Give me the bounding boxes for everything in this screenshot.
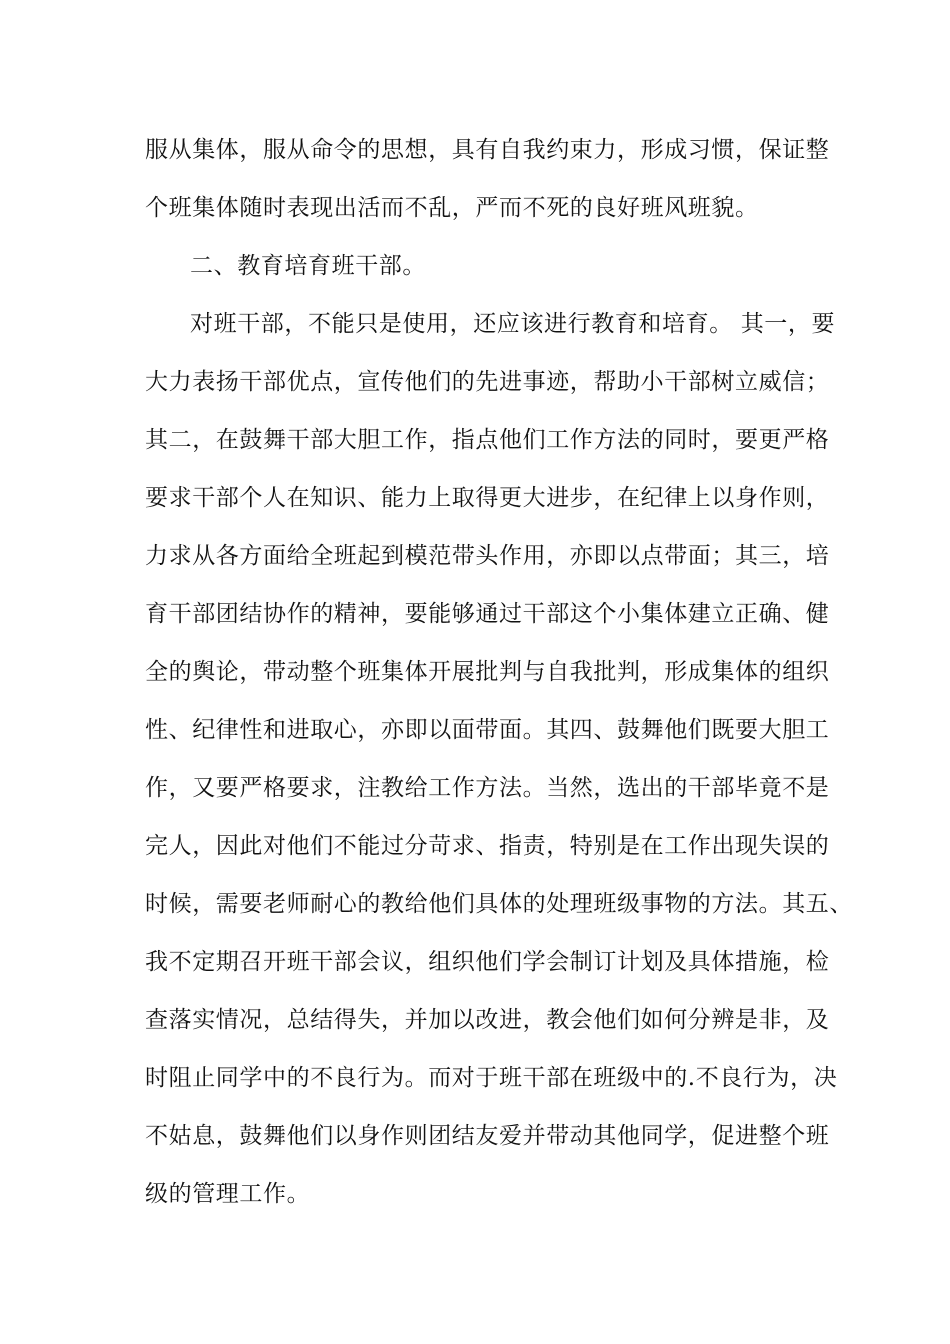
text-line: 对班干部，不能只是使用，还应该进行教育和培育。 其一，要	[190, 311, 836, 337]
text-line: 服从集体，服从命令的思想，具有自我约束力，形成习惯，保证整	[145, 137, 830, 163]
text-line: 时阻止同学中的不良行为。而对于班干部在班级中的.不良行为，决	[145, 1065, 838, 1091]
text-line: 全的舆论，带动整个班集体开展批判与自我批判，形成集体的组织	[145, 659, 830, 685]
text-line: 级的管理工作。	[145, 1181, 311, 1207]
text-line: 作，又要严格要求，注教给工作方法。当然，选出的干部毕竟不是	[145, 775, 830, 801]
text-line: 个班集体随时表现出活而不乱，严而不死的良好班风班貌。	[145, 195, 759, 221]
section-heading: 二、教育培育班干部。	[190, 253, 426, 279]
text-line: 要求干部个人在知识、能力上取得更大进步，在纪律上以身作则，	[145, 485, 830, 511]
text-line: 我不定期召开班干部会议，组织他们学会制订计划及具体措施，检	[145, 949, 830, 975]
text-line: 时候，需要老师耐心的教给他们具体的处理班级事物的方法。其五、	[145, 891, 853, 917]
text-line: 其二，在鼓舞干部大胆工作，指点他们工作方法的同时，要更严格	[145, 427, 830, 453]
text-line: 性、纪律性和进取心，亦即以面带面。其四、鼓舞他们既要大胆工	[145, 717, 830, 743]
text-line: 查落实情况，总结得失，并加以改进，教会他们如何分辨是非，及	[145, 1007, 830, 1033]
text-line: 育干部团结协作的精神，要能够通过干部这个小集体建立正确、健	[145, 601, 830, 627]
text-line: 完人，因此对他们不能过分苛求、指责，特别是在工作出现失误的	[145, 833, 830, 859]
text-line: 大力表扬干部优点，宣传他们的先进事迹，帮助小干部树立威信；	[145, 369, 830, 395]
text-line: 不姑息，鼓舞他们以身作则团结友爱并带动其他同学，促进整个班	[145, 1123, 830, 1149]
text-line: 力求从各方面给全班起到模范带头作用，亦即以点带面；其三，培	[145, 543, 830, 569]
